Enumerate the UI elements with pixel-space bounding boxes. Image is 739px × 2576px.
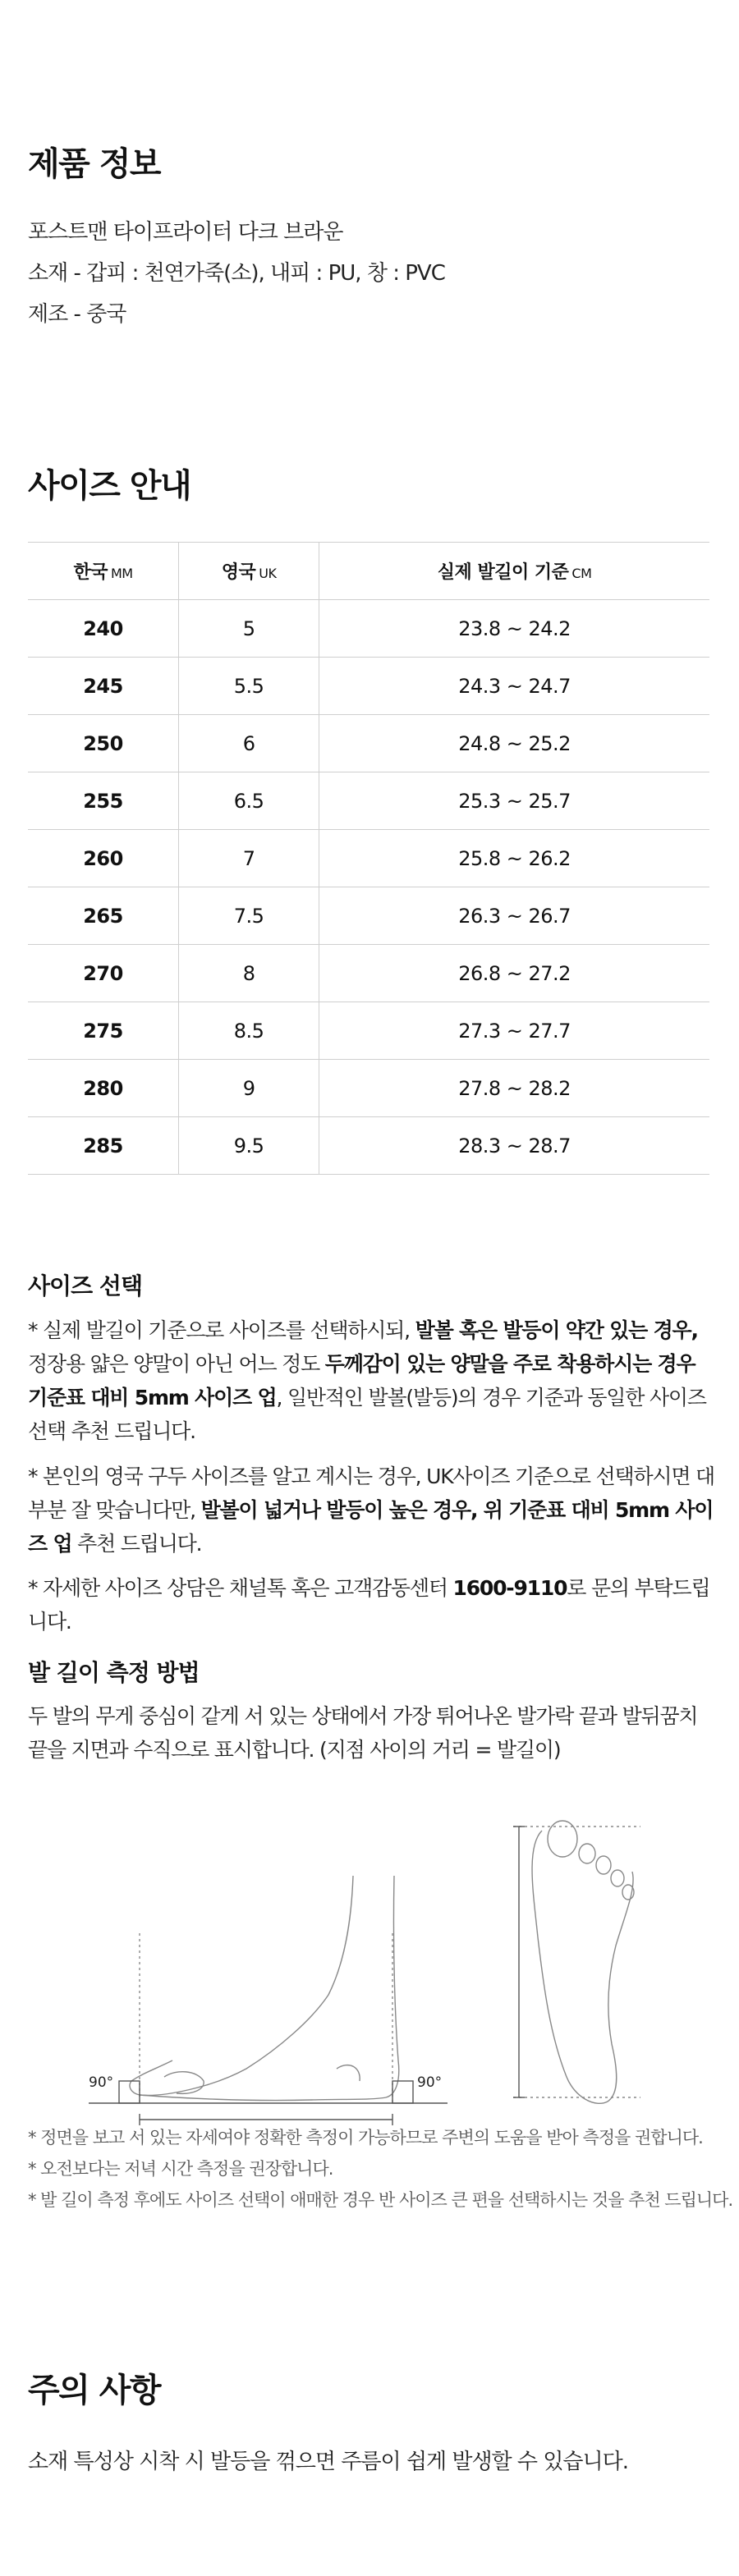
measure-description: 두 발의 무게 중심이 같게 서 있는 상태에서 가장 튀어나온 발가락 끝과 발뒤꿈치 끝을 지면과 수직으로 표시합니다. (지점 사이의 거리 = 발길이) <box>28 1704 698 1762</box>
measure-note-3: * 발 길이 측정 후에도 사이즈 선택이 애매한 경우 반 사이즈 큰 편을 선택하시는 것을 추천 드립니다. <box>28 2190 733 2210</box>
table-row: 285 9.5 28.3 ~ 28.7 <box>28 1117 709 1175</box>
header-uk: 영국 UK <box>179 543 319 600</box>
product-origin: 제조 - 중국 <box>28 302 126 327</box>
product-material: 소재 - 갑피 : 천연가죽(소), 내피 : PU, 창 : PVC <box>28 261 445 286</box>
table-row: 280 9 27.8 ~ 28.2 <box>28 1060 709 1117</box>
side-foot-outline-icon <box>130 1876 353 2095</box>
header-cm: 실제 발길이 기준 CM <box>319 543 709 600</box>
header-kr: 한국 MM <box>28 543 179 600</box>
product-info-title: 제품 정보 <box>28 145 160 183</box>
size-table <box>28 542 709 1175</box>
size-select-paragraph-2: * 본인의 영국 구두 사이즈를 알고 계시는 경우, UK사이즈 기준으로 선택하시면 대부분 잘 맞습니다만, 발볼이 넓거나 발등이 높은 경우, 위 기준표 대비 5mm 사이즈 업 추천 드립니다. <box>28 1464 715 1556</box>
measure-note-1: * 정면을 보고 서 있는 자세여야 정확한 측정이 가능하므로 주변의 도움을 받아 측정을 권합니다. <box>28 2128 703 2147</box>
table-row: 245 5.5 24.3 ~ 24.7 <box>28 658 709 715</box>
size-table-header-row <box>28 543 709 600</box>
size-guide-title: 사이즈 안내 <box>28 467 191 505</box>
angle-label-right: 90° <box>417 2074 443 2091</box>
measure-note-2: * 오전보다는 저녁 시간 측정을 권장합니다. <box>28 2159 333 2179</box>
angle-label-left: 90° <box>89 2074 114 2091</box>
table-row: 240 5 23.8 ~ 24.2 <box>28 600 709 658</box>
measure-title: 발 길이 측정 방법 <box>28 1659 200 1686</box>
foot-measurement-diagram <box>0 1798 739 2126</box>
caution-title: 주의 사항 <box>28 2372 160 2409</box>
table-row: 270 8 26.8 ~ 27.2 <box>28 945 709 1002</box>
size-select-paragraph-3: * 자세한 사이즈 상담은 채널톡 혹은 고객감동센터 1600-9110로 문의 부탁드립니다. <box>28 1576 710 1634</box>
table-row: 265 7.5 26.3 ~ 26.7 <box>28 887 709 945</box>
top-foot-outline-icon <box>532 1831 633 2103</box>
table-row: 255 6.5 25.3 ~ 25.7 <box>28 772 709 830</box>
table-row: 260 7 25.8 ~ 26.2 <box>28 830 709 887</box>
size-select-title: 사이즈 선택 <box>28 1272 142 1299</box>
size-select-paragraph-1: * 실제 발길이 기준으로 사이즈를 선택하시되, 발볼 혹은 발등이 약간 있는 경우, 정장용 얇은 양말이 아닌 어느 정도 두께감이 있는 양말을 주로 착용하시는 경우 기준표 대비 5mm 사이즈 업, 일반적인 발볼(발등)의 경우 기준과 동일한 사이즈 선택 추천 드립니다. <box>28 1318 706 1443</box>
caution-text: 소재 특성상 시착 시 발등을 꺾으면 주름이 쉽게 발생할 수 있습니다. <box>28 2450 629 2474</box>
table-row: 275 8.5 27.3 ~ 27.7 <box>28 1002 709 1060</box>
table-row: 250 6 24.8 ~ 25.2 <box>28 715 709 772</box>
product-name: 포스트맨 타이프라이터 다크 브라운 <box>28 220 343 245</box>
